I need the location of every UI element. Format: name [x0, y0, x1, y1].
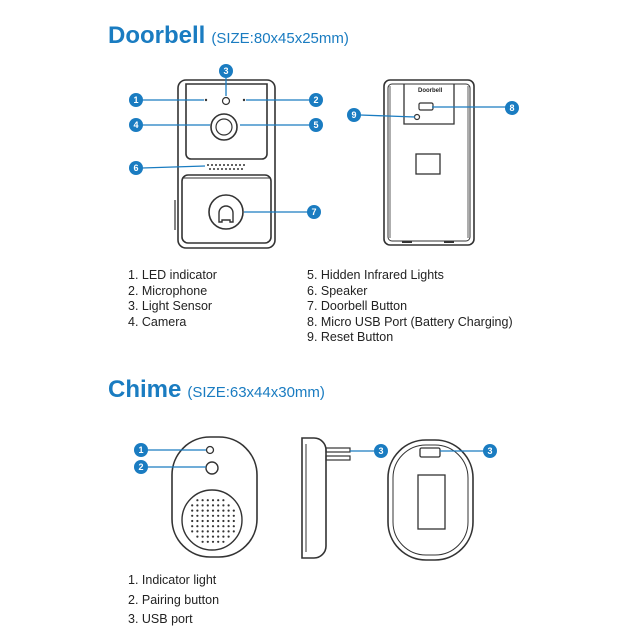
legend-item: 3. USB port	[128, 612, 193, 626]
grille-dot	[202, 520, 204, 522]
svg-text:7: 7	[311, 207, 317, 217]
grille-dot	[217, 520, 219, 522]
callout-badge-4	[129, 118, 143, 132]
grille-dot	[196, 525, 198, 527]
grille-dot	[222, 525, 224, 527]
grille-dot	[207, 499, 209, 501]
legend-item: 1. LED indicator	[128, 268, 217, 282]
grille-dot	[212, 510, 214, 512]
legend-item: 4. Camera	[128, 314, 187, 329]
grille-dot	[207, 520, 209, 522]
chime-front	[172, 437, 257, 557]
grille-dot	[217, 530, 219, 532]
callout-badge-5	[309, 118, 323, 132]
grille-dot	[228, 510, 230, 512]
doorbell-legend-left	[128, 268, 217, 330]
grille-dot	[207, 541, 209, 543]
grille-dot	[196, 504, 198, 506]
grille-dot	[191, 520, 193, 522]
grille-dot	[212, 499, 214, 501]
grille-dot	[196, 536, 198, 538]
grille-dot	[222, 541, 224, 543]
svg-text:3: 3	[378, 446, 384, 456]
legend-item: 2. Microphone	[128, 283, 208, 298]
grille-dot	[212, 530, 214, 532]
grille-dot	[222, 499, 224, 501]
grille-dot	[202, 510, 204, 512]
grille-dot	[217, 510, 219, 512]
grille-dot	[233, 525, 235, 527]
grille-dot	[222, 536, 224, 538]
svg-text:3: 3	[223, 66, 229, 76]
legend-item: 9. Reset Button	[307, 330, 394, 345]
callout-badge-3	[219, 64, 233, 78]
chime-badge-2	[134, 460, 148, 474]
doorbell-title: Doorbell	[108, 22, 206, 49]
grille-dot	[207, 536, 209, 538]
grille-dot	[207, 504, 209, 506]
grille-dot	[212, 525, 214, 527]
grille-dot	[196, 520, 198, 522]
grille-dot	[191, 510, 193, 512]
grille-dot	[228, 525, 230, 527]
grille-dot	[233, 510, 235, 512]
grille-dot	[202, 536, 204, 538]
grille-dot	[207, 510, 209, 512]
svg-text:9: 9	[351, 110, 357, 120]
callout-badge-9	[347, 108, 361, 122]
chime-badge-3-back	[483, 444, 497, 458]
doorbell-back	[384, 80, 474, 245]
grille-dot	[212, 515, 214, 517]
grille-dot	[228, 504, 230, 506]
grille-dot	[222, 515, 224, 517]
callout-badge-6	[129, 161, 143, 175]
grille-dot	[207, 530, 209, 532]
grille-dot	[222, 504, 224, 506]
legend-item: 7. Doorbell Button	[307, 299, 408, 314]
grille-dot	[202, 530, 204, 532]
grille-dot	[191, 525, 193, 527]
legend-item: 3. Light Sensor	[128, 299, 213, 314]
chime-back	[388, 440, 473, 560]
grille-dot	[207, 525, 209, 527]
svg-text:2: 2	[138, 462, 144, 472]
chime-legend	[128, 571, 219, 630]
grille-dot	[217, 525, 219, 527]
grille-dot	[191, 530, 193, 532]
grille-dot	[222, 510, 224, 512]
callout-badge-2	[309, 93, 323, 107]
doorbell-front	[175, 80, 275, 248]
doorbell-size: (SIZE:80x45x25mm)	[211, 30, 349, 47]
grille-dot	[212, 536, 214, 538]
svg-text:8: 8	[509, 103, 515, 113]
grille-dot	[191, 515, 193, 517]
chime-badge-1	[134, 443, 148, 457]
chime-badge-3-side	[374, 444, 388, 458]
grille-dot	[202, 499, 204, 501]
svg-text:2: 2	[313, 95, 319, 105]
grille-dot	[202, 504, 204, 506]
legend-item: 8. Micro USB Port (Battery Charging)	[307, 314, 513, 329]
grille-dot	[228, 536, 230, 538]
legend-item: 1. Indicator light	[128, 573, 217, 587]
grille-dot	[196, 515, 198, 517]
grille-dot	[212, 541, 214, 543]
grille-dot	[202, 541, 204, 543]
grille-dot	[233, 520, 235, 522]
grille-dot	[191, 504, 193, 506]
legend-item: 2. Pairing button	[128, 592, 220, 607]
chime-side	[302, 438, 350, 558]
grille-dot	[233, 515, 235, 517]
grille-dot	[202, 515, 204, 517]
grille-dot	[228, 530, 230, 532]
grille-dot	[228, 520, 230, 522]
grille-dot	[217, 504, 219, 506]
grille-dot	[196, 499, 198, 501]
chime-title: Chime	[108, 376, 182, 403]
grille-dot	[217, 541, 219, 543]
grille-dot	[207, 515, 209, 517]
grille-dot	[222, 530, 224, 532]
svg-text:4: 4	[133, 120, 139, 130]
grille-dot	[196, 530, 198, 532]
callout-badge-7	[307, 205, 321, 219]
grille-dot	[228, 515, 230, 517]
grille-dot	[212, 520, 214, 522]
legend-item: 5. Hidden Infrared Lights	[307, 268, 444, 282]
grille-dot	[217, 499, 219, 501]
svg-text:5: 5	[313, 120, 319, 130]
grille-dot	[196, 510, 198, 512]
grille-dot	[217, 515, 219, 517]
doorbell-legend-right	[307, 268, 513, 346]
svg-text:1: 1	[138, 445, 144, 455]
callout-badge-8	[505, 101, 519, 115]
svg-text:3: 3	[487, 446, 493, 456]
chime-size: (SIZE:63x44x30mm)	[187, 384, 325, 401]
back-doorbell-label: Doorbell	[418, 88, 443, 94]
svg-text:6: 6	[133, 163, 139, 173]
svg-text:1: 1	[133, 95, 139, 105]
legend-item: 6. Speaker	[307, 283, 368, 298]
callout-badge-1	[129, 93, 143, 107]
chime-speaker-grille	[191, 499, 235, 543]
grille-dot	[217, 536, 219, 538]
grille-dot	[233, 530, 235, 532]
grille-dot	[202, 525, 204, 527]
grille-dot	[212, 504, 214, 506]
grille-dot	[222, 520, 224, 522]
